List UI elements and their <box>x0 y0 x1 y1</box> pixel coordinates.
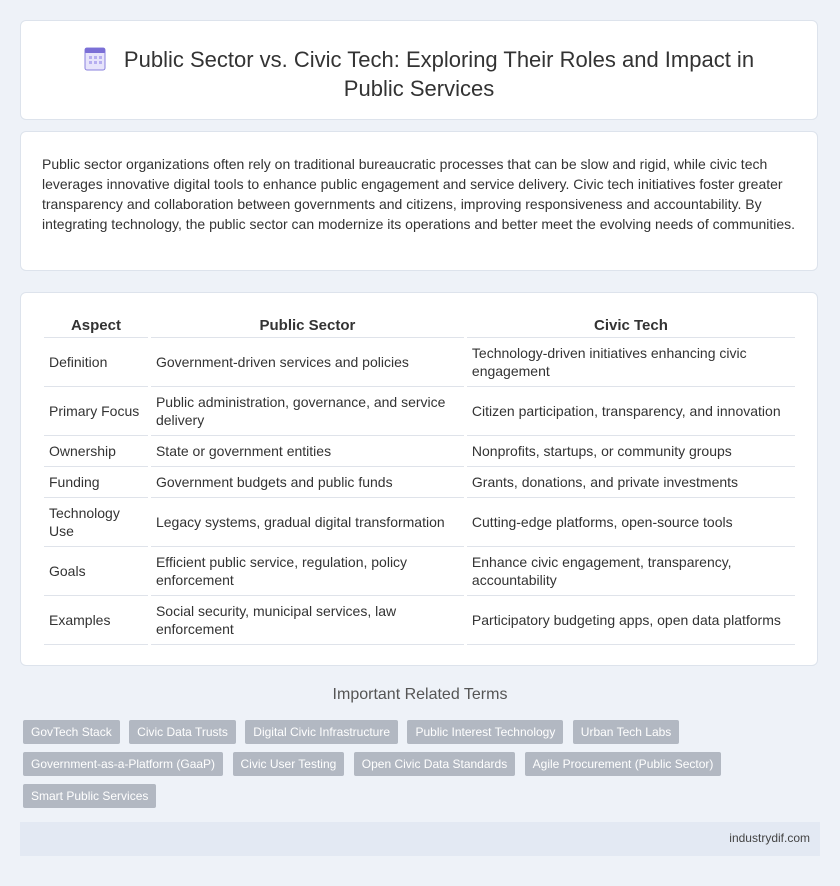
table-row <box>44 436 795 467</box>
intro-card <box>20 131 818 271</box>
header-civic-tech: Civic Tech <box>467 313 795 338</box>
header-public-sector: Public Sector <box>151 313 464 338</box>
public-sector-cell: Public administration, governance, and service delivery <box>151 387 464 436</box>
public-sector-cell: Legacy systems, gradual digital transformation <box>151 498 464 547</box>
tag-civic-user-testing[interactable]: Civic User Testing <box>233 752 345 776</box>
public-sector-cell: Government-driven services and policies <box>151 338 464 387</box>
comparison-table <box>41 313 798 645</box>
document-icon <box>84 47 106 71</box>
aspect-cell: Funding <box>44 467 148 498</box>
aspect-cell: Ownership <box>44 436 148 467</box>
footer-site: industrydif.com <box>729 831 810 845</box>
civic-tech-cell: Enhance civic engagement, transparency, accountability <box>467 547 795 596</box>
related-terms-title: Important Related Terms <box>332 686 508 703</box>
table-header-row <box>44 313 795 338</box>
intro-paragraph: Public sector organizations often rely on traditional bureaucratic processes that can be slow and rigid, while civic tech leverages innovative digital tools to enhance public engagement and service delivery. Civic tech initiatives foster greater transparency and collaboration between governments and citizens, improving responsiveness and accountability. By integrating technology, the public sector can modernize its operations and better meet the evolving needs of communities. <box>42 156 796 232</box>
tag-digital-civic-infrastructure[interactable]: Digital Civic Infrastructure <box>245 720 398 744</box>
tag-public-interest-technology[interactable]: Public Interest Technology <box>407 720 563 744</box>
tag-open-civic-data-standards[interactable]: Open Civic Data Standards <box>354 752 515 776</box>
footer-bar <box>20 822 820 856</box>
tag-govtech-stack[interactable]: GovTech Stack <box>23 720 120 744</box>
aspect-cell: Primary Focus <box>44 387 148 436</box>
tag-urban-tech-labs[interactable]: Urban Tech Labs <box>573 720 680 744</box>
civic-tech-cell: Cutting-edge platforms, open-source tools <box>467 498 795 547</box>
table-row <box>44 547 795 596</box>
page-title: Public Sector vs. Civic Tech: Exploring Their Roles and Impact in Public Services <box>123 47 755 101</box>
aspect-cell: Definition <box>44 338 148 387</box>
header-aspect: Aspect <box>44 313 148 338</box>
page-title-wrap <box>21 45 817 103</box>
table-row <box>44 467 795 498</box>
public-sector-cell: State or government entities <box>151 436 464 467</box>
civic-tech-cell: Participatory budgeting apps, open data platforms <box>467 596 795 645</box>
civic-tech-cell: Nonprofits, startups, or community groups <box>467 436 795 467</box>
tag-smart-public-services[interactable]: Smart Public Services <box>23 784 156 808</box>
tag-civic-data-trusts[interactable]: Civic Data Trusts <box>129 720 236 744</box>
table-row <box>44 387 795 436</box>
table-row <box>44 498 795 547</box>
aspect-cell: Examples <box>44 596 148 645</box>
public-sector-cell: Efficient public service, regulation, policy enforcement <box>151 547 464 596</box>
tag-agile-procurement[interactable]: Agile Procurement (Public Sector) <box>525 752 722 776</box>
tag-government-as-a-platform[interactable]: Government-as-a-Platform (GaaP) <box>23 752 223 776</box>
aspect-cell: Technology Use <box>44 498 148 547</box>
comparison-card <box>20 292 818 666</box>
table-row <box>44 338 795 387</box>
aspect-cell: Goals <box>44 547 148 596</box>
civic-tech-cell: Technology-driven initiatives enhancing civic engagement <box>467 338 795 387</box>
related-terms-tags <box>23 720 803 816</box>
civic-tech-cell: Citizen participation, transparency, and innovation <box>467 387 795 436</box>
public-sector-cell: Government budgets and public funds <box>151 467 464 498</box>
header-card <box>20 20 818 120</box>
public-sector-cell: Social security, municipal services, law enforcement <box>151 596 464 645</box>
table-row <box>44 596 795 645</box>
civic-tech-cell: Grants, donations, and private investments <box>467 467 795 498</box>
